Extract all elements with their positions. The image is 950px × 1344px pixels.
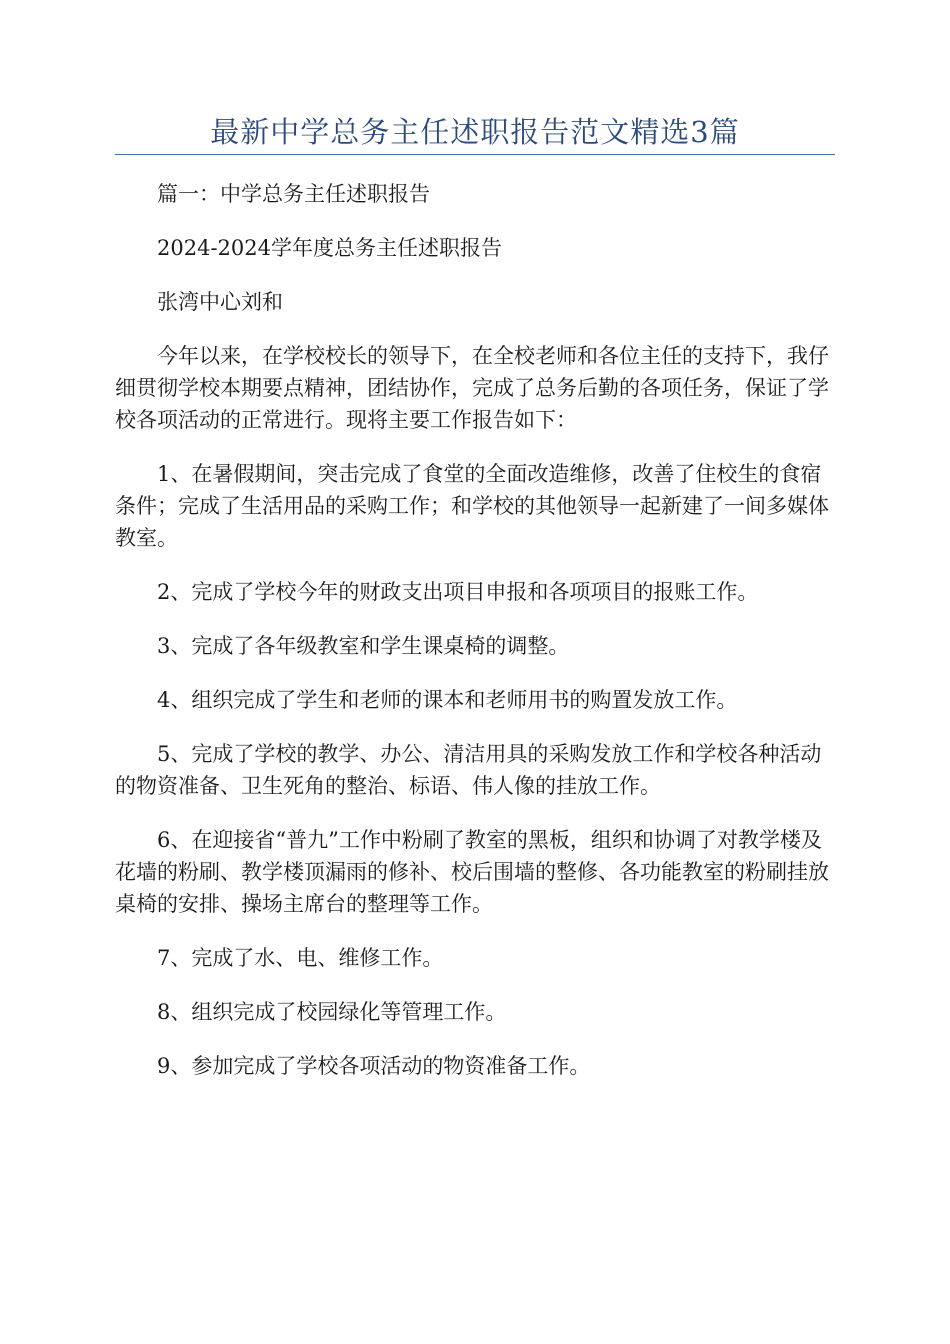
section-heading: 篇一：中学总务主任述职报告 <box>157 182 430 206</box>
list-item: 9、参加完成了学校各项活动的物资准备工作。 <box>157 1054 591 1078</box>
author-line: 张湾中心刘和 <box>157 290 283 314</box>
document-body <box>115 178 835 1104</box>
title-underline <box>115 154 835 155</box>
document-title: 最新中学总务主任述职报告范文精选3篇 <box>210 115 740 149</box>
list-item: 3、完成了各年级教室和学生课桌椅的调整。 <box>157 634 570 658</box>
report-title: 2024-2024学年度总务主任述职报告 <box>157 236 502 260</box>
list-item: 1、在暑假期间，突击完成了食堂的全面改造维修，改善了住校生的食宿条件；完成了生活用品的采购工作；和学校的其他领导一起新建了一间多媒体教室。 <box>115 462 829 550</box>
list-item: 5、完成了学校的教学、办公、清洁用具的采购发放工作和学校各种活动的物资准备、卫生死角的整治、标语、伟人像的挂放工作。 <box>115 742 822 798</box>
list-item: 7、完成了水、电、维修工作。 <box>157 946 444 970</box>
intro-paragraph: 今年以来，在学校校长的领导下，在全校老师和各位主任的支持下，我仔细贯彻学校本期要点精神，团结协作，完成了总务后勤的各项任务，保证了学校各项活动的正常进行。现将主要工作报告如下： <box>115 344 829 432</box>
list-item: 6、在迎接省“普九”工作中粉刷了教室的黑板，组织和协调了对教学楼及花墙的粉刷、教学楼顶漏雨的修补、校后围墙的整修、各功能教室的粉刷挂放桌椅的安排、操场主席台的整理等工作。 <box>115 828 829 916</box>
list-item: 4、组织完成了学生和老师的课本和老师用书的购置发放工作。 <box>157 688 738 712</box>
list-item: 8、组织完成了校园绿化等管理工作。 <box>157 1000 507 1024</box>
list-item: 2、完成了学校今年的财政支出项目申报和各项项目的报账工作。 <box>157 580 759 604</box>
